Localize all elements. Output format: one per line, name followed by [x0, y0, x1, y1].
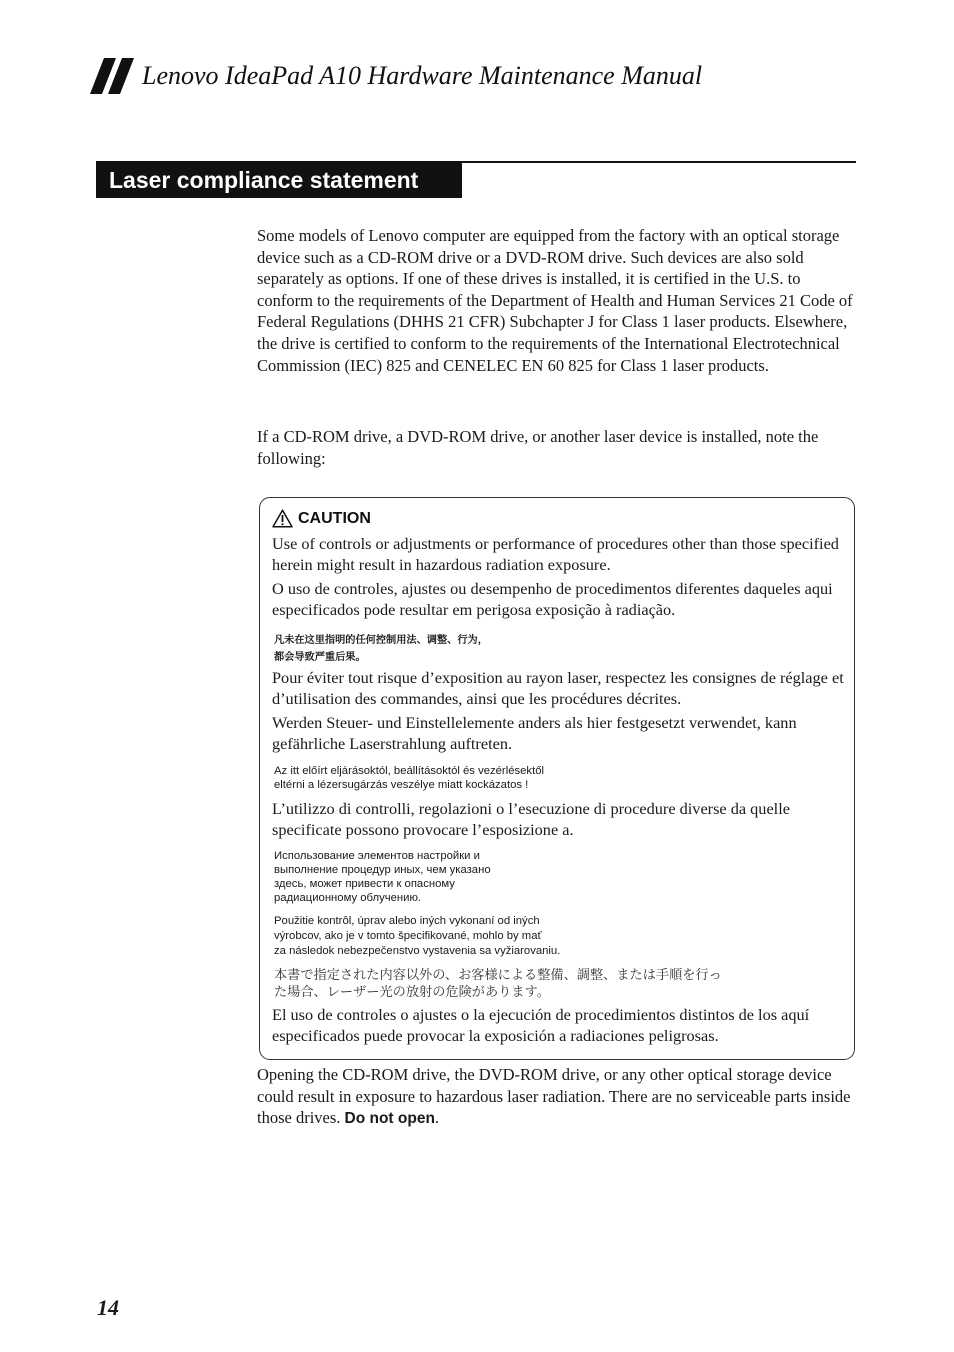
caution-heading — [272, 509, 371, 528]
closing-paragraph — [257, 1064, 855, 1130]
caution-russian-line: выполнение процедур иных, чем указано — [274, 864, 491, 876]
note-intro-paragraph: If a CD-ROM drive, a DVD-ROM drive, or another laser device is installed, note the following: — [257, 427, 819, 468]
caution-russian-line: радиационному облучению. — [274, 892, 422, 904]
page-number: 14 — [97, 1295, 119, 1320]
caution-label: CAUTION — [298, 509, 371, 527]
caution-english: Use of controls or adjustments or performance of procedures other than those specified herein might result in hazardous radiation exposure. — [272, 534, 839, 574]
do-not-open-emphasis: Do not open — [344, 1110, 435, 1128]
double-slash-icon — [90, 58, 134, 94]
caution-hungarian-line: Az itt előírt eljárásoktól, beállításoktól és vezérlésektől — [274, 765, 544, 777]
caution-slovak-line: za následok nebezpečenstvo vystavenia sa vyžiarovaniu. — [274, 945, 561, 957]
caution-french: Pour éviter tout risque d’exposition au rayon laser, respectez les consignes de réglage et d’utilisation des commandes, ainsi que les procédures décrites. — [272, 668, 844, 708]
caution-german: Werden Steuer- und Einstellelemente anders als hier festgesetzt verwendet, kann gefährliche Laserstrahlung auftreten. — [272, 713, 797, 753]
caution-chinese-line: 都会导致严重后果。 — [274, 652, 366, 663]
intro-paragraph: Some models of Lenovo computer are equipped from the factory with an optical storage device such as a CD-ROM drive or a DVD-ROM drive. Such devices are also sold separately as options. If one of these drives is installed, it is certified in the U.S. to conform to the requirements of the Department of Health and Human Services 21 Code of Federal Regulations (DHHS 21 CFR) Subchapter J for Class 1 laser products. Elsewhere, the drive is certified to conform to the requirements of the International Electrotechnical Commission (IEC) 825 and CENELEC EN 60 825 for Class 1 laser products. — [257, 226, 853, 375]
warning-triangle-icon — [272, 509, 293, 528]
caution-italian: L’utilizzo di controlli, regolazioni o l’esecuzione di procedure diverse da quelle specificate possono provocare l’esposizione a. — [272, 799, 790, 839]
caution-japanese-line: た場合、レーザー光の放射の危険があります。 — [274, 985, 550, 1000]
caution-chinese-line: 凡未在这里指明的任何控制用法、调整、行为， — [274, 635, 488, 646]
manual-title: Lenovo IdeaPad A10 Hardware Maintenance Manual — [142, 61, 703, 90]
caution-russian-line: Использование элементов настройки и — [274, 850, 480, 862]
caution-portuguese: O uso de controles, ajustes ou desempenho de procedimentos diferentes daqueles aqui especificados pode resultar em perigosa exposição à radiação. — [272, 579, 833, 619]
section-title: Laser compliance statement — [96, 163, 462, 198]
caution-japanese-line: 本書で指定された内容以外の、お客様による整備、調整、または手順を行っ — [274, 968, 722, 983]
caution-hungarian-line: eltérni a lézersugárzás veszélye miatt kockázatos ! — [274, 779, 529, 791]
page-header — [90, 58, 702, 94]
caution-slovak-line: Použitie kontrôl, úprav alebo iných vykonaní od iných — [274, 915, 540, 927]
caution-slovak-line: výrobcov, ako je v tomto špecifikované, mohlo by mať — [274, 930, 542, 942]
closing-text: Opening the CD-ROM drive, the DVD-ROM drive, or any other optical storage device could result in exposure to hazardous laser radiation. There are no serviceable parts inside those drives. — [257, 1065, 851, 1128]
closing-period: . — [434, 1108, 440, 1128]
caution-spanish: El uso de controles o ajustes o la ejecución de procedimientos distintos de los aquí especificados puede provocar la exposición a radiaciones peligrosas. — [272, 1005, 810, 1045]
caution-russian-line: здесь, может привести к опасному — [274, 878, 455, 890]
